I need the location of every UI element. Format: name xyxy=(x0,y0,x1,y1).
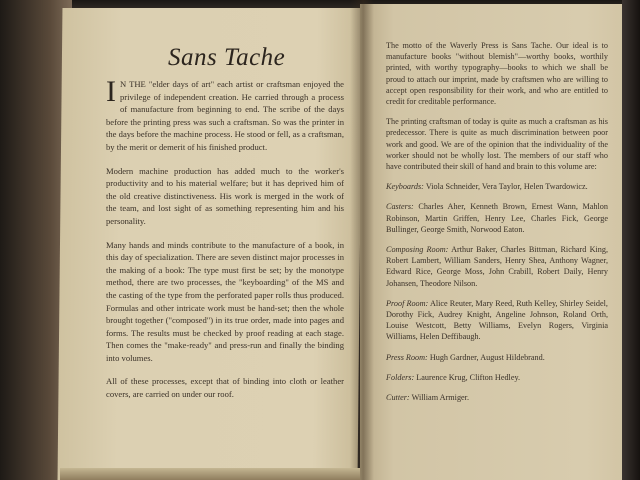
credit-label: Composing Room: xyxy=(386,245,449,255)
credit-composing-room xyxy=(386,244,608,289)
credit-keyboards xyxy=(386,181,608,192)
credit-label: Cutter: xyxy=(386,393,410,403)
paragraph-intro xyxy=(106,75,344,154)
paragraph-text: N THE "elder days of art" each artist or craftsman enjoyed the privilege of independent creation. He carried through a process of manufacture from beginning to end. The scribe of the days before the printing press was such a craftsman. So was the printer in the days before the machine process. He stood or fell, as a craftsman, by the merit or demerit of his finished product. xyxy=(106,79,344,152)
credit-label: Press Room: xyxy=(386,352,428,362)
credit-label: Keyboards: xyxy=(386,182,424,192)
credit-proof-room xyxy=(386,298,608,343)
credit-names: Hugh Gardner, August Hildebrand. xyxy=(429,352,545,362)
credit-label: Folders: xyxy=(386,372,415,382)
credit-label: Proof Room: xyxy=(386,298,429,308)
credit-names: Laurence Krug, Clifton Hedley. xyxy=(416,372,521,382)
paragraph: The printing craftsman of today is quite as much a craftsman as his predecessor. There is quite as much discrimination between poor work and good. We are of the opinion that the individuality of the worker should not be wholly lost. The members of our staff who have contributed their skill of hand and brain to this volume are: xyxy=(386,117,608,172)
paragraph: All of these processes, except that of binding into cloth or leather covers, are carried on under our roof. xyxy=(106,376,344,400)
right-text-column xyxy=(386,40,608,412)
credit-names: Charles Aher, Kenneth Brown, Ernest Wann, Mahlon Robinson, Martin Griffen, Henry Lee, Charles Fick, George Bullinger, George Smith, Norwood Eaton. xyxy=(386,202,608,234)
paragraph: Modern machine production has added much to the worker's productivity and to his material welfare; but it has deprived him of the old creative distinctiveness. His work is merged in the work of the team, and lost sight of as something representing him and his personality. xyxy=(106,165,344,226)
page-bottom-edge xyxy=(60,468,360,480)
credit-folders xyxy=(386,372,608,383)
book-gutter xyxy=(350,0,374,480)
paragraph: The motto of the Waverly Press is Sans Tache. Our ideal is to manufacture books "without blemish"—worthy books, worthily printed, with worthy typography—books to which we shall be proud to attach our imprint, made by craftsmen who are willing to accept open responsibility for their work, and who are entitled to credit for creditable performance. xyxy=(386,41,608,107)
credit-names: Arthur Baker, Charles Bittman, Richard King, Robert Lambert, William Sanders, Henry Shea, Anthony Wagner, Edward Rice, George Moss, John Crabill, Robert Daily, Henry Johansen, Theodore Nilson. xyxy=(386,245,608,288)
credit-press-room xyxy=(386,352,608,363)
paragraph: Many hands and minds contribute to the manufacture of a book, in this day of specialization. There are seven distinct major processes in the making of a book: The type must first be set; by the monotype method, there are two processes, the "keyboarding" of the MS and the casting of the type from the perforated paper rolls thus produced. Formulas and other intricate work must be hand-set; then the whole brought together ("composed") in its true order, made into pages and forms. The results must be checked by proof reading at each stage. Then comes the "make-ready" and press-run and finally the binding into volumes. xyxy=(106,239,344,363)
credit-names: Alice Reuter, Mary Reed, Ruth Kelley, Shirley Seidel, Dorothy Fick, Audrey Knight, Angeline Johnson, Roland Orth, Louise Westcott, Betty Williams, Evelyn Rogers, Virginia Williams, Helen Deffibaugh. xyxy=(386,298,608,342)
credit-casters xyxy=(386,201,608,235)
credit-cutter xyxy=(386,392,608,403)
drop-cap: I xyxy=(106,75,116,108)
credit-label: Casters: xyxy=(386,202,414,212)
left-text-column xyxy=(106,75,344,412)
page-title: Sans Tache xyxy=(168,44,286,71)
credit-names: William Armiger. xyxy=(411,393,469,403)
background-right xyxy=(622,0,640,480)
credit-names: Viola Schneider, Vera Taylor, Helen Twardowicz. xyxy=(425,182,588,192)
